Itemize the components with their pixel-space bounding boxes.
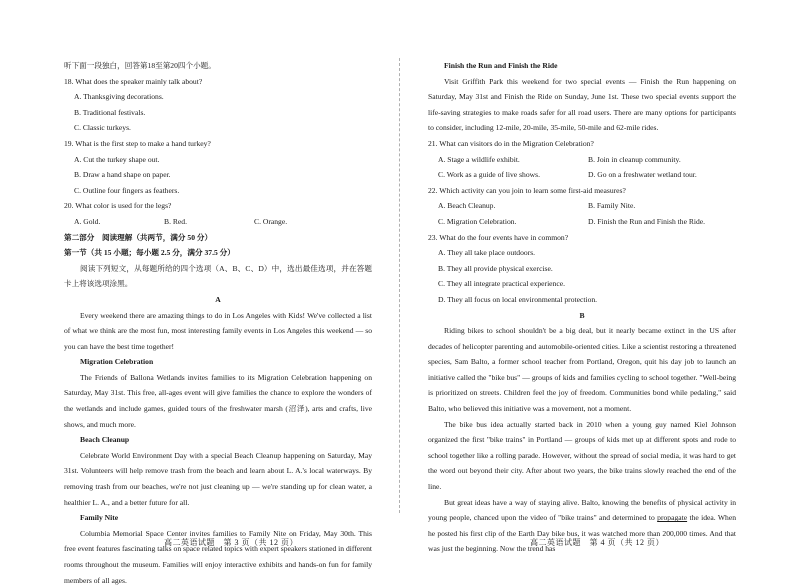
option-a: A. Stage a wildlife exhibit. [438,154,520,164]
options-row [428,198,736,214]
event-text-finish-run: Visit Griffith Park this weekend for two special events — Finish the Run happening on Saturday, May 31st and Finish the Ride on Sunday, June 1st. These two special events support the life-saving strategies to make roads safer for all road users. There are many options for participants to consider, including 12-mile, 20-mile, 35-mile, 50-mile and 62-mile rides. [428,76,736,133]
question-stem: 19. What is the first step to make a hand turkey? [64,138,211,148]
question-stem: 21. What can visitors do in the Migration Celebration? [428,138,594,148]
section-one-heading: 第一节（共 15 小题；每小题 2.5 分，满分 37.5 分） [64,248,235,258]
options-row [64,214,372,230]
option-b: B. Draw a hand shape on paper. [74,170,171,180]
event-text-beach: Celebrate World Environment Day with a special Beach Cleanup happening on Saturday, May 31st. Volunteers will help remove trash from the beach and learn about L. A.'s local waterways. By removing trash from our beaches, we're not just cleaning up — we're standing up for clean water, a healthier L. A., and a better future for all. [64,450,372,507]
question-21 [428,136,736,183]
passage-label-b: B [579,310,585,320]
option-c: C. Orange. [254,216,288,226]
page-divider [399,58,400,513]
option-c: C. They all integrate practical experience. [438,279,565,289]
option-a: A. Gold. [74,216,101,226]
passage-a-intro: Every weekend there are amazing things to do in Los Angeles with Kids! We've collected a list of what we think are the most fun, most interesting family events in Los Angeles this weekend — so you can have the best time together! [64,310,372,351]
option-b: B. Red. [164,216,187,226]
event-title-migration: Migration Celebration [80,357,154,367]
passage-label-a: A [215,294,221,304]
question-stem: 18. What does the speaker mainly talk about? [64,76,203,86]
option-d: D. They all focus on local environmental protection. [438,294,598,304]
option-a: A. Cut the turkey shape out. [74,154,160,164]
options-row [428,167,736,183]
question-23 [428,230,736,308]
listening-intro: 听下面一段独白，回答第18至第20四个小题。 [64,61,216,70]
event-title-beach: Beach Cleanup [80,435,130,445]
option-a: A. Thanksgiving decorations. [74,92,164,102]
question-stem: 23. What do the four events have in common? [428,232,569,242]
option-b: B. Traditional festivals. [74,107,146,117]
para-3-start: But great ideas have a way of staying alive. Balto, knowing the benefits of physical activity in young people, chanced upon the video of "bike trains" and determined to [428,497,736,523]
question-19 [64,136,372,198]
left-column [64,58,372,588]
option-a: A. They all take place outdoors. [438,248,536,258]
event-title-family-nite: Family Nite [80,513,119,523]
event-text-family-nite: Columbia Memorial Space Center invites families to Family Nite on Friday, May 30th. This free event features fascinating talks on space related topics with expert speakers stationed in different rooms throughout the museum. Families will enjoy interactive exhibits and hands-on fun for family members of all ages. [64,528,372,585]
option-d: D. Go on a freshwater wetland tour. [588,170,697,180]
option-a: A. Beach Cleanup. [438,201,496,211]
question-18 [64,74,372,136]
option-b: B. Join in cleanup community. [588,154,681,164]
options-row [428,152,736,168]
page-footer-right: 高二英语试题 第 4 页（共 12 页） [530,538,664,547]
passage-b-para-2: The bike bus idea actually started back in 2010 when a young guy named Kiel Johnson organized the first "bike trains" in Portland — groups of kids met up at different spots and rode to school together like a rolling parade. However, without the spread of social media, it was hard to get the word out beyond their city. After about two years, the bike trains slowly reached the end of the line. [428,419,736,492]
question-stem: 22. Which activity can you join to learn some first-aid measures? [428,185,626,195]
option-c: C. Outline four fingers as feathers. [74,185,180,195]
question-20 [64,198,372,229]
option-b: B. Family Nite. [588,201,636,211]
option-c: C. Migration Celebration. [438,216,517,226]
event-title-finish-run: Finish the Run and Finish the Ride [444,61,558,70]
page-footer-left: 高二英语试题 第 3 页（共 12 页） [164,538,298,547]
question-22 [428,183,736,230]
event-text-migration: The Friends of Ballona Wetlands invites families to its Migration Celebration happening on Saturday, May 31st. This free, all-ages event will give families the chance to explore the wonders of the wetlands and include games, guided tours of the freshwater marsh (沼泽), arts and crafts, live shows, and much more. [64,372,372,429]
option-b: B. They all provide physical exercise. [438,263,553,273]
option-c: C. Work as a guide of live shows. [438,170,540,180]
reading-instruction: 阅读下列短文，从每题所给的四个选项（A、B、C、D）中，选出最佳选项，并在答题卡上将该选项涂黑。 [64,263,372,289]
options-row [428,214,736,230]
option-d: D. Finish the Run and Finish the Ride. [588,216,706,226]
option-c: C. Classic turkeys. [74,123,131,133]
right-column [428,58,736,557]
para-3-end: the idea. When he posted his first clip of the Earth Day bike bus, it was watched more than 200,000 times. And that was just the beginning. Now the trend has [428,513,736,554]
underlined-word: propagate [657,513,688,523]
passage-b-para-1: Riding bikes to school shouldn't be a big deal, but it nearly became extinct in the US after decades of helicopter parenting and automobile-oriented cities. Like a scientist restoring a threatened species, Sam Balto, a former school teacher from Portland, Oregon, quit his day job to launch an initiative called the "bike bus" — groups of kids and families cycling to school together. "Well-being is prioritized on streets. Children feel the joy of freedom. Communities bond while pedaling," said Balto, who believed this initiative was a movement, not a moment. [428,326,736,414]
question-stem: 20. What color is used for the legs? [64,201,172,211]
part-two-heading: 第二部分 阅读理解（共两节，满分 50 分） [64,232,213,242]
